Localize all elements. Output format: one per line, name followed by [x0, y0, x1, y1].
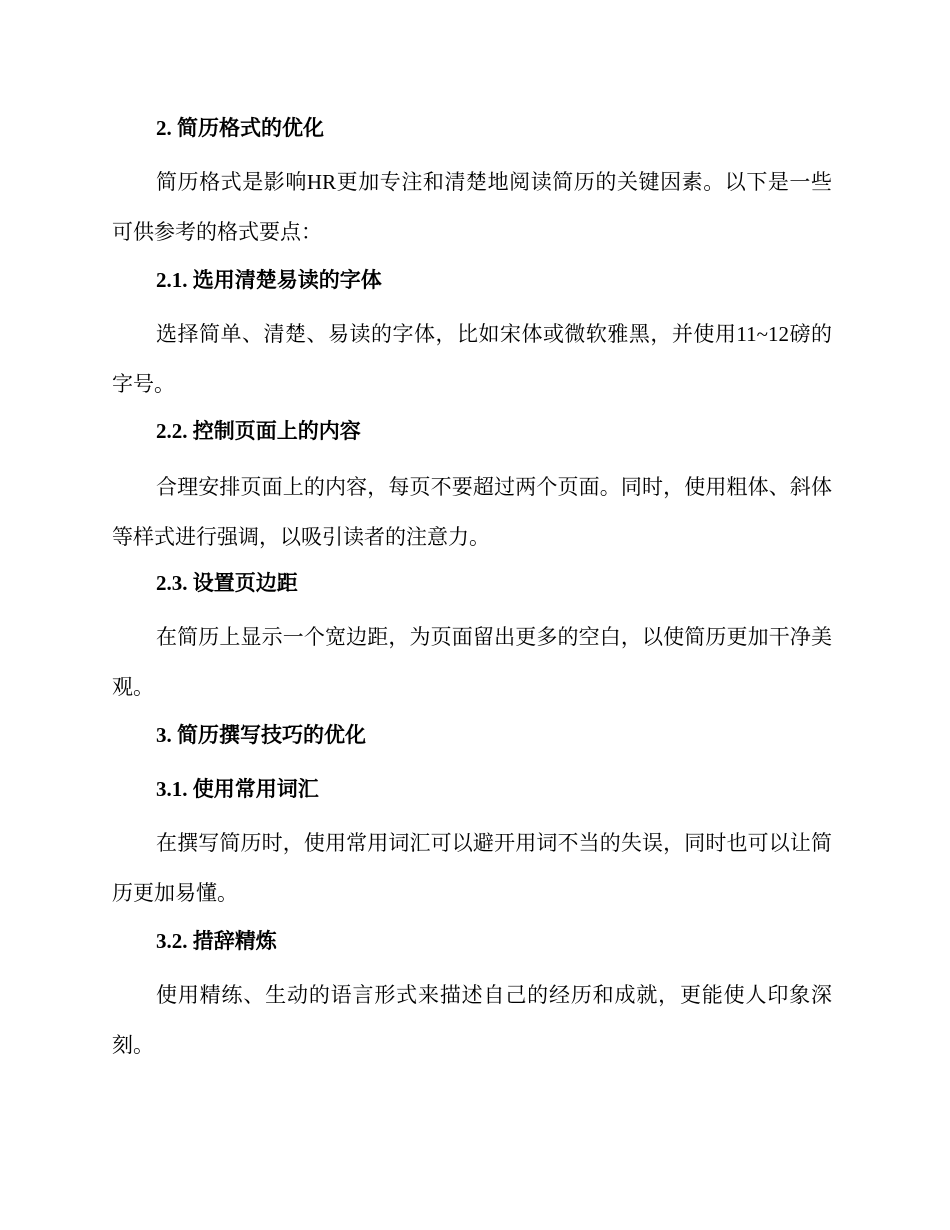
subsection-heading-2-2: 2.2. 控制页面上的内容 — [156, 419, 361, 443]
paragraph-concise-wording: 使用精练、生动的语言形式来描述自己的经历和成就，更能使人印象深刻。 — [112, 983, 832, 1057]
paragraph-font-choice: 选择简单、清楚、易读的字体，比如宋体或微软雅黑，并使用11~12磅的字号。 — [112, 322, 832, 396]
paragraph-format-intro: 简历格式是影响HR更加专注和清楚地阅读简历的关键因素。以下是一些可供参考的格式要点： — [112, 170, 832, 244]
subsection-heading-2-1: 2.1. 选用清楚易读的字体 — [156, 268, 382, 292]
paragraph-margins: 在简历上显示一个宽边距，为页面留出更多的空白，以使简历更加干净美观。 — [112, 625, 832, 699]
section-heading-3: 3. 简历撰写技巧的优化 — [156, 723, 366, 747]
subsection-heading-2-3: 2.3. 设置页边距 — [156, 571, 298, 595]
subsection-heading-3-2: 3.2. 措辞精炼 — [156, 929, 277, 953]
section-heading-2: 2. 简历格式的优化 — [156, 116, 324, 140]
paragraph-common-words: 在撰写简历时，使用常用词汇可以避开用词不当的失误，同时也可以让简历更加易懂。 — [112, 831, 832, 905]
subsection-heading-3-1: 3.1. 使用常用词汇 — [156, 777, 319, 801]
paragraph-page-content: 合理安排页面上的内容，每页不要超过两个页面。同时，使用粗体、斜体等样式进行强调，以吸引读者的注意力。 — [112, 475, 832, 549]
